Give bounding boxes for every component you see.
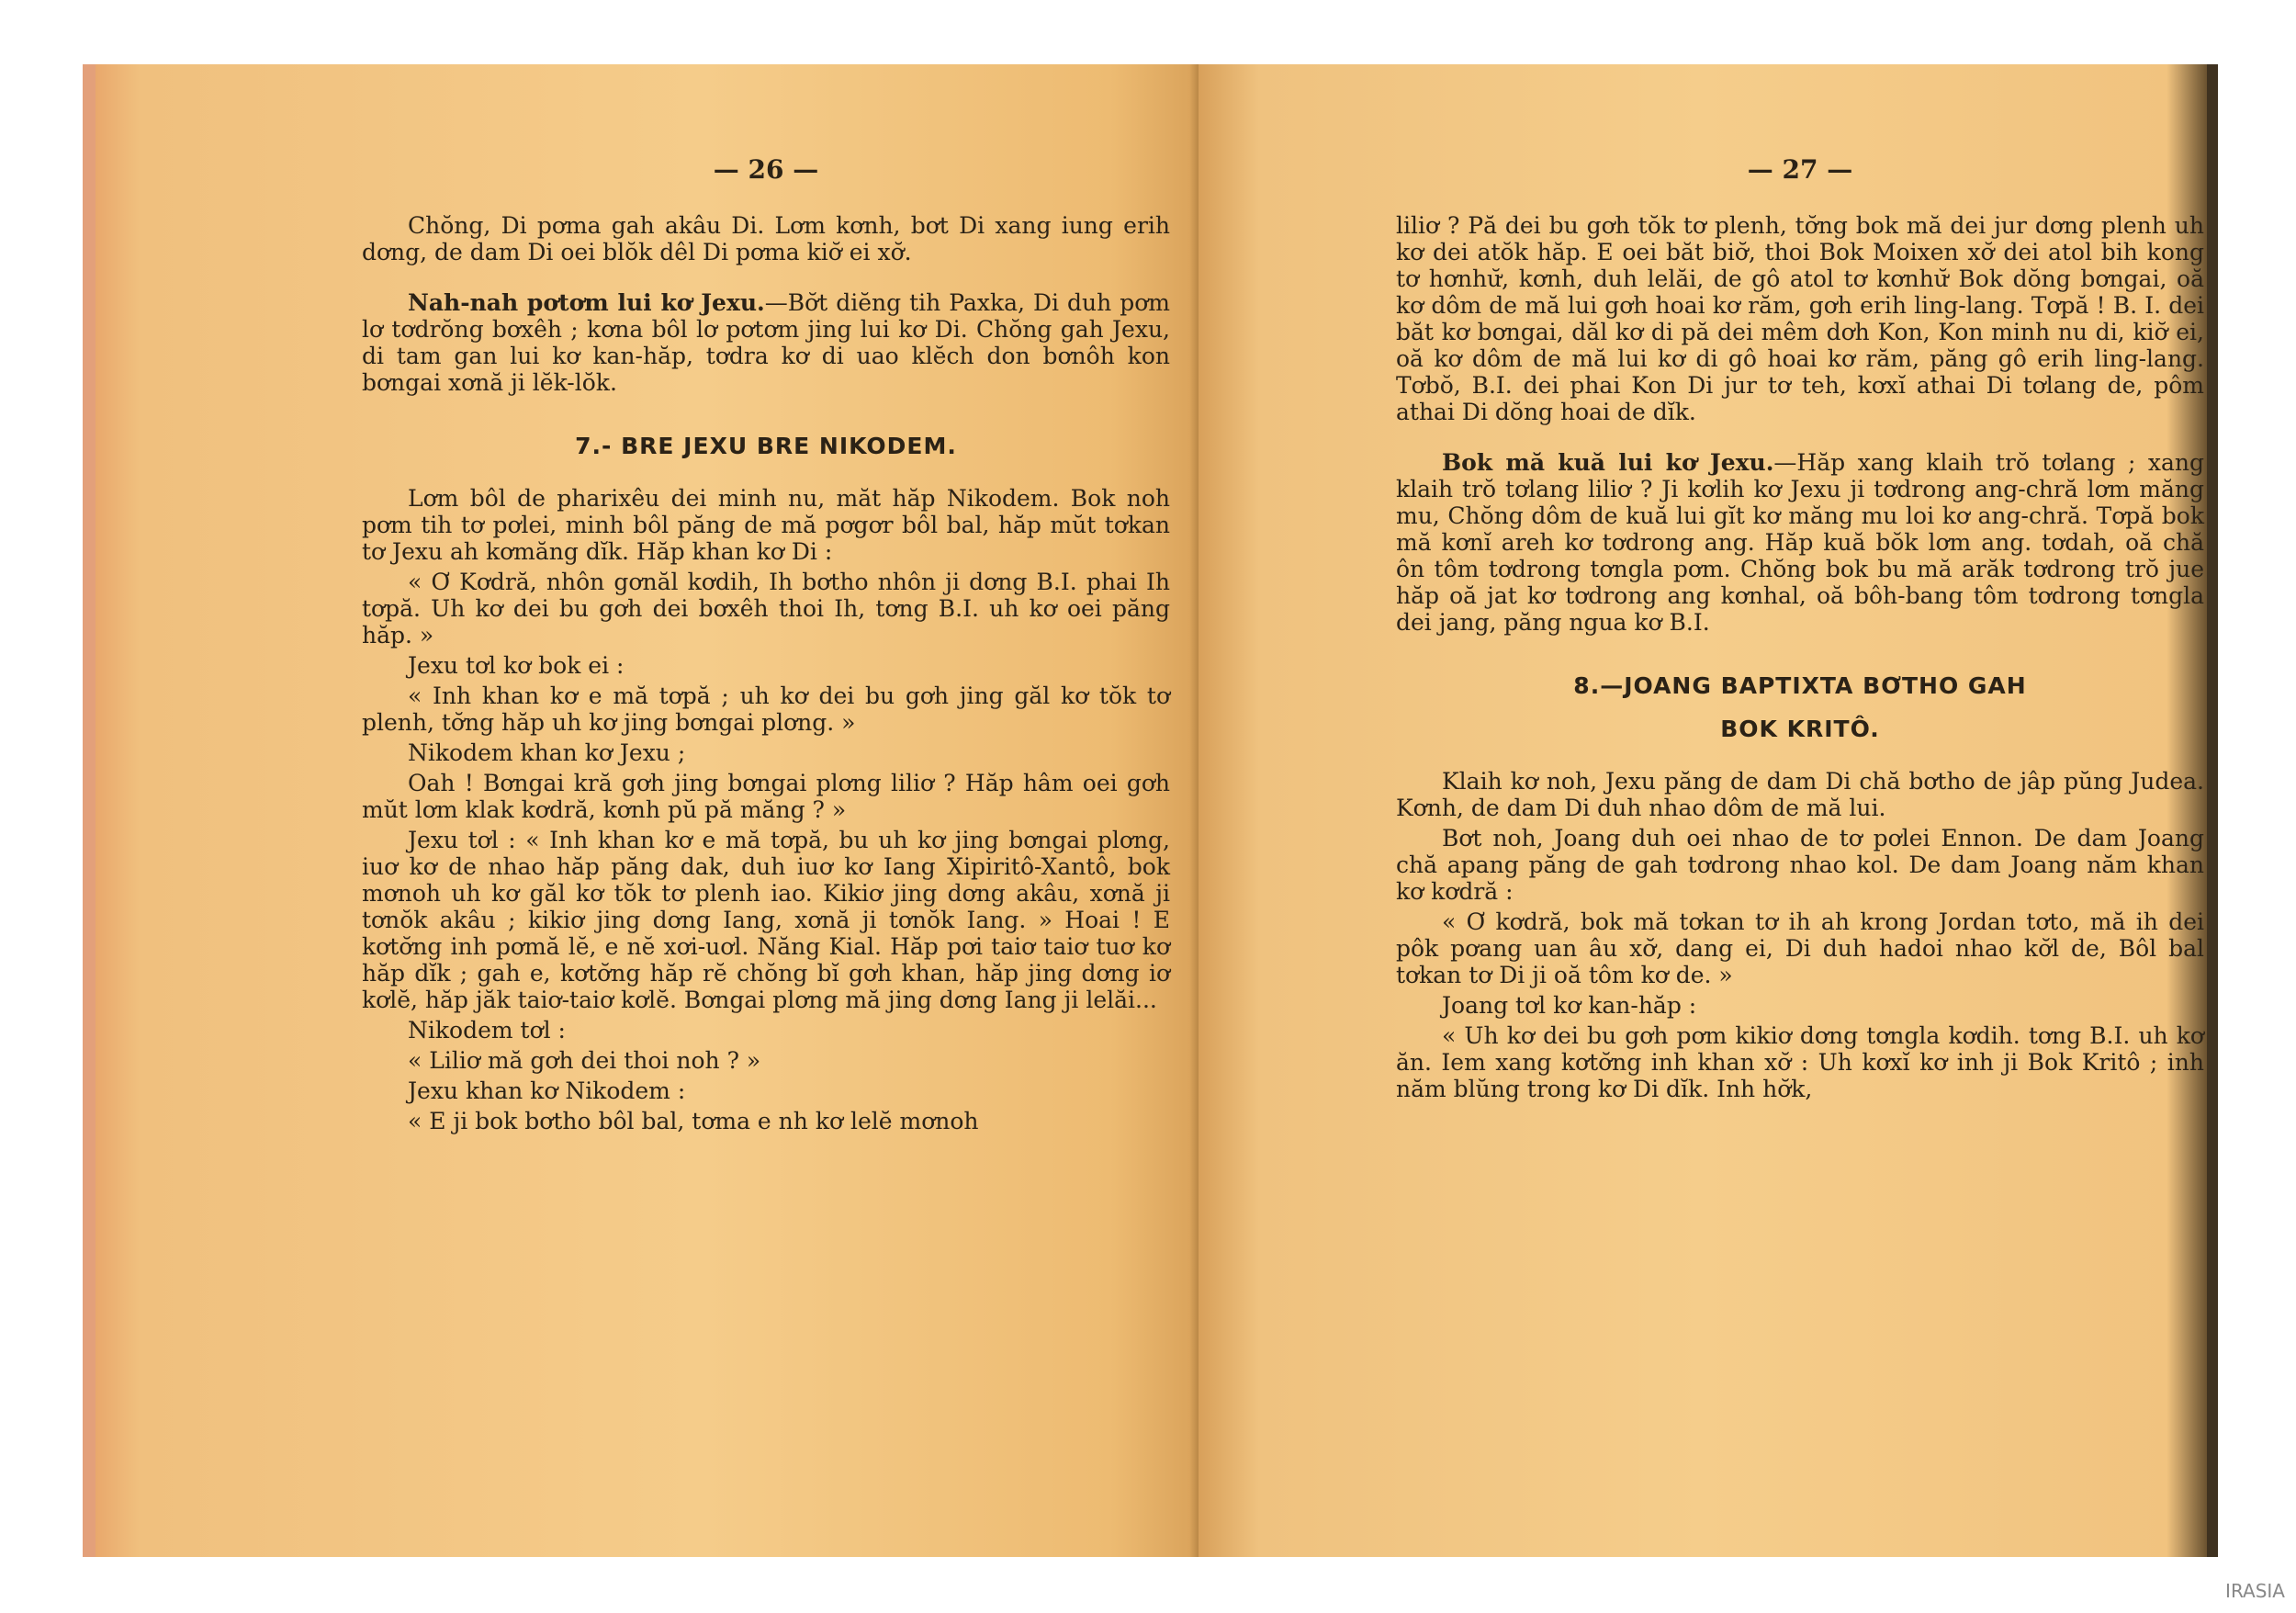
paragraph: « Ơ kơdră, bok mă tơkan tơ ih ah krong Jordan tơto, mă ih dei pôk pơang uan âu xơ̆, dang ei, Di duh hadoi nhao kơ̆l de, Bôl bal tơkan tơ Di ji oă tôm kơ de. » [1396, 908, 2204, 988]
paragraph: Chŏng, Di pơma gah akâu Di. Lơm kơnh, bơt Di xang iung erih dơng, de dam Di oei blŏk dêl Di pơma kiơ̆ ei xơ̆. [362, 212, 1170, 265]
paragraph: Joang tơl kơ kan-hăp : [1442, 992, 1697, 1019]
section-heading: 8.—JOANG BAPTIXTA BƠTHO GAH [1573, 672, 2027, 699]
paragraph: Klaih kơ noh, Jexu păng de dam Di chă bơtho de jâp pŭng Judea. Kơnh, de dam Di duh nhao dôm de mă lui. [1396, 768, 2204, 821]
right-page-text [1396, 156, 2204, 1106]
watermark: IRASIA [2225, 1580, 2285, 1602]
section-heading-continued: BOK KRITÔ. [1720, 716, 1880, 742]
paragraph [362, 289, 1170, 396]
left-page-text [362, 156, 1170, 1138]
paragraph: Lơm bôl de pharixêu dei minh nu, măt hăp Nikodem. Bok noh pơm tih tơ pơlei, minh bôl păng de mă pơgơr bôl bal, hăp mŭt tơkan tơ Jexu ah kơmăng dĭk. Hăp khan kơ Di : [362, 485, 1170, 565]
paragraph: « Ơ Kơdră, nhôn gơnăl kơdih, Ih bơtho nhôn ji dơng B.I. phai Ih tơpă. Uh kơ dei bu gơh dei bơxêh thoi Ih, tơng B.I. uh kơ oei păng hăp. » [362, 569, 1170, 649]
paragraph: Jexu tơl : « Inh khan kơ e mă tơpă, bu uh kơ jing bơngai plơng, iuơ kơ de nhao hăp păng dak, duh iuơ kơ Iang Xipiritô-Xantô, bok mơnoh uh kơ găl kơ tŏk tơ plenh iao. Kikiơ jing dơng akâu, xơnă ji tơnŏk akâu ; kikiơ jing dơng Iang, xơnă ji tơnŏk Iang. » Hoai ! E kơtơ̆ng inh pơmă lĕ, e nĕ xơi-uơl. Năng Kial. Hăp pơi taiơ taiơ tuơ kơ hăp dĭk ; gah e, kơtơ̆ng hăp rĕ chŏng bĭ gơh khan, hăp jing dơng iơ kơlĕ, hăp jăk taiơ-taiơ kơlĕ. Bơngai plơng mă jing dơng Iang ji lelăi... [362, 827, 1170, 1013]
page-number-left: — 26 — [713, 154, 819, 185]
page-number-right: — 27 — [1747, 154, 1853, 185]
paragraph [1396, 449, 2204, 636]
paragraph: « Liliơ mă gơh dei thoi noh ? » [408, 1047, 761, 1074]
paragraph: Nikodem khan kơ Jexu ; [408, 739, 686, 766]
paragraph: Nikodem tơl : [408, 1017, 566, 1043]
paragraph: Jexu khan kơ Nikodem : [408, 1077, 686, 1104]
paragraph: « E ji bok bơtho bôl bal, tơma e nh kơ lelĕ mơnoh [408, 1108, 979, 1134]
section-lead: Nah-nah pơtơm lui kơ Jexu. [408, 289, 765, 316]
paragraph-text: —Bơ̆t diĕng tih Paxka, Di duh pơm lơ tơdrŏng bơxêh ; kơna bôl lơ pơtơm jing lui kơ Di. Chŏng gah Jexu, di tam gan lui kơ kan-hăp, tơdra kơ di uao klĕch don bơnôh kon bơngai xơnă ji lĕk-lŏk. [362, 289, 1170, 396]
paragraph: « Uh kơ dei bu gơh pơm kikiơ dơng tơngla kơdih. tơng B.I. uh kơ ăn. Iem xang kơtơ̆ng inh khan xơ̆ : Uh kơxĭ kơ inh ji Bok Kritô ; inh năm blŭng trong kơ Di dĭk. Inh hơ̆k, [1396, 1022, 2204, 1102]
paragraph: Jexu tơl kơ bok ei : [408, 652, 625, 679]
section-lead: Bok mă kuă lui kơ Jexu. [1442, 449, 1774, 476]
section-heading: 7.- BRE JEXU BRE NIKODEM. [575, 433, 957, 459]
paragraph: « Inh khan kơ e mă tơpă ; uh kơ dei bu gơh jing găl kơ tŏk tơ plenh, tơ̆ng hăp uh kơ jing bơngai plơng. » [362, 682, 1170, 736]
right-page [1199, 64, 2218, 1557]
paragraph-text: —Hăp xang klaih trŏ tơlang ; xang klaih trŏ tơlang liliơ ? Ji kơlih kơ Jexu ji tơdrong ang-chră lơm măng mu, Chŏng dôm de kuă lui gĭt kơ măng mu loi kơ ang-chră. Tơpă bok mă kơnĭ areh kơ tơdrong ang. Hăp kuă bŏk lơm ang. tơdah, oă chă ôn tôm tơdrong tơngla pơm. Chŏng bok bu mă arăk tơdrong trŏ jue hăp oă jat kơ tơdrong ang kơnhal, oă bôh-bang tôm tơdrong tơngla dei jang, păng ngua kơ B.I. [1396, 449, 2204, 636]
open-book [83, 64, 2218, 1557]
left-page [83, 64, 1199, 1557]
paragraph: liliơ ? Pă dei bu gơh tŏk tơ plenh, tơ̆ng bok mă dei jur dơng plenh uh kơ dei atŏk hăp. E oei băt biơ̆, thoi Bok Moixen xơ̆ dei atol bih kong tơ hơnhư̆, kơnh, duh lelăi, de gô atol tơ kơnhư̆ Bok dŏng bơngai, oă kơ dôm de mă lui gơh hoai kơ răm, gơh erih ling-lang. Tơpă ! B. I. dei băt kơ bơngai, dăl kơ di pă dei mêm dơh Kon, Kon minh nu di, kiơ̆ ei, oă kơ dôm de mă lui kơ di gô hoai kơ răm, păng gô erih ling-lang. Tơbŏ, B.I. dei phai Kon Di jur tơ teh, kơxĭ athai Di tơlang de, pôm athai Di dŏng hoai de dĭk. [1396, 212, 2204, 425]
paragraph: Oah ! Bơngai kră gơh jing bơngai plơng liliơ ? Hăp hâm oei gơh mŭt lơm klak kơdră, kơnh pŭ pă măng ? » [362, 770, 1170, 823]
paragraph: Bơt noh, Joang duh oei nhao de tơ pơlei Ennon. De dam Joang chă apang păng de gah tơdrong nhao kol. De dam Joang năm khan kơ kơdră : [1396, 825, 2204, 905]
